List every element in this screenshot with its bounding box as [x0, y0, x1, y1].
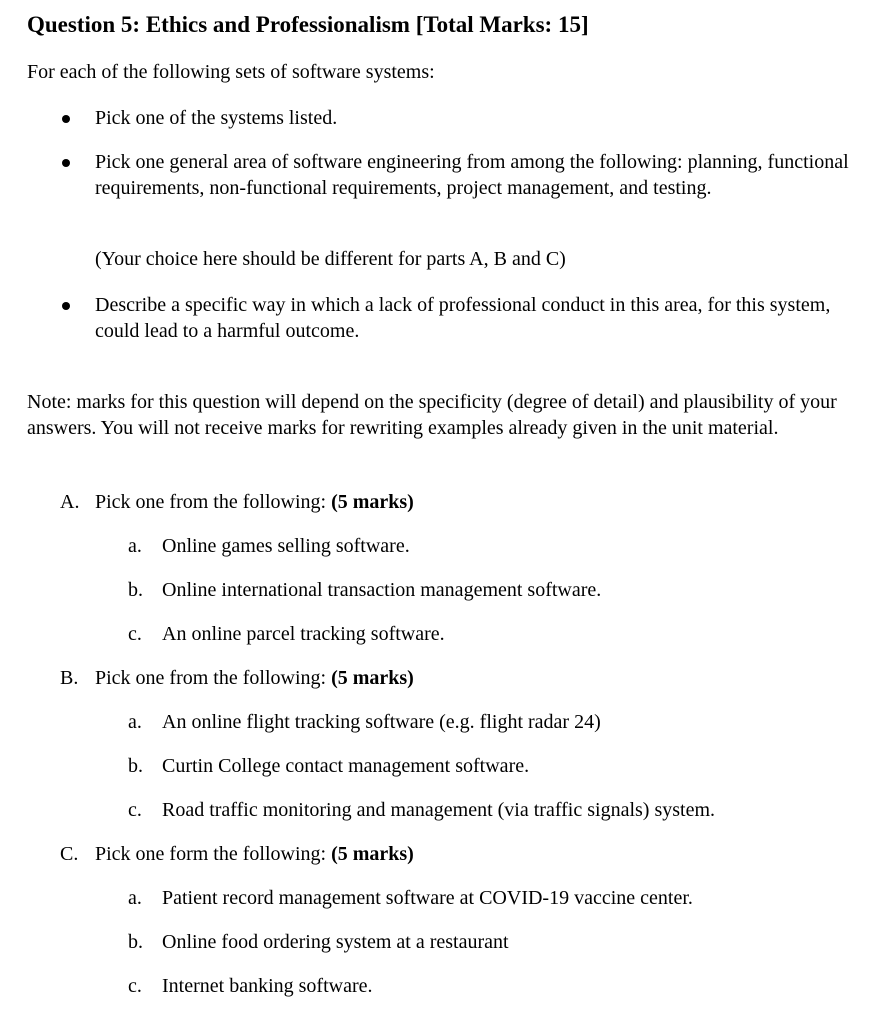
option-letter: c.	[128, 975, 142, 997]
section-marks: (5 marks)	[331, 667, 414, 689]
option-text: Patient record management software at COVID-19 vaccine center.	[162, 887, 693, 909]
option-text: Road traffic monitoring and management (via traffic signals) system.	[162, 799, 715, 821]
option-item	[128, 621, 445, 647]
option-letter: c.	[128, 623, 142, 645]
option-letter: a.	[128, 711, 142, 733]
option-letter: b.	[128, 755, 143, 777]
bullet-dot	[62, 159, 70, 167]
page-title: Question 5: Ethics and Professionalism [Total Marks: 15]	[27, 12, 589, 37]
option-item	[128, 533, 410, 559]
section-label: Pick one from the following:	[95, 491, 327, 513]
option-letter: a.	[128, 535, 142, 557]
section-heading-a	[60, 489, 414, 515]
option-item	[128, 577, 601, 603]
section-marks: (5 marks)	[331, 491, 414, 513]
option-text: Online games selling software.	[162, 535, 410, 557]
bullet-dot	[62, 302, 70, 310]
section-letter: C.	[60, 843, 79, 865]
option-item	[128, 709, 601, 735]
section-letter: B.	[60, 667, 79, 689]
option-text: Internet banking software.	[162, 975, 373, 997]
bullet-item: Pick one of the systems listed.	[95, 107, 338, 129]
bullet-dot	[62, 115, 70, 123]
option-item	[128, 973, 372, 999]
option-item	[128, 753, 529, 779]
option-item	[128, 929, 509, 955]
option-text: An online parcel tracking software.	[162, 623, 445, 645]
option-item	[128, 885, 693, 911]
option-letter: b.	[128, 579, 143, 601]
option-text: An online flight tracking software (e.g. flight radar 24)	[162, 711, 601, 733]
intro-text: For each of the following sets of software systems:	[27, 61, 435, 83]
option-text: Online international transaction management software.	[162, 579, 602, 601]
option-letter: a.	[128, 887, 142, 909]
section-letter: A.	[60, 491, 80, 513]
bullet-subnote: (Your choice here should be different for parts A, B and C)	[95, 248, 566, 270]
section-label: Pick one from the following:	[95, 667, 327, 689]
section-marks: (5 marks)	[331, 843, 414, 865]
section-heading-b	[60, 665, 414, 691]
option-item	[128, 797, 715, 823]
option-text: Online food ordering system at a restaurant	[162, 931, 509, 953]
note-paragraph: Note: marks for this question will depend on the specificity (degree of detail) and plausibility of your answers. You will not receive marks for rewriting examples already given in the unit material.	[27, 391, 837, 439]
option-letter: c.	[128, 799, 142, 821]
option-letter: b.	[128, 931, 143, 953]
option-text: Curtin College contact management software.	[162, 755, 530, 777]
section-label: Pick one form the following:	[95, 843, 327, 865]
bullet-item: Pick one general area of software engineering from among the following: planning, functional requirements, non-functional requirements, project management, and testing.	[95, 151, 849, 199]
bullet-item: Describe a specific way in which a lack of professional conduct in this area, for this system, could lead to a harmful outcome.	[95, 294, 831, 342]
section-heading-c	[60, 841, 414, 867]
